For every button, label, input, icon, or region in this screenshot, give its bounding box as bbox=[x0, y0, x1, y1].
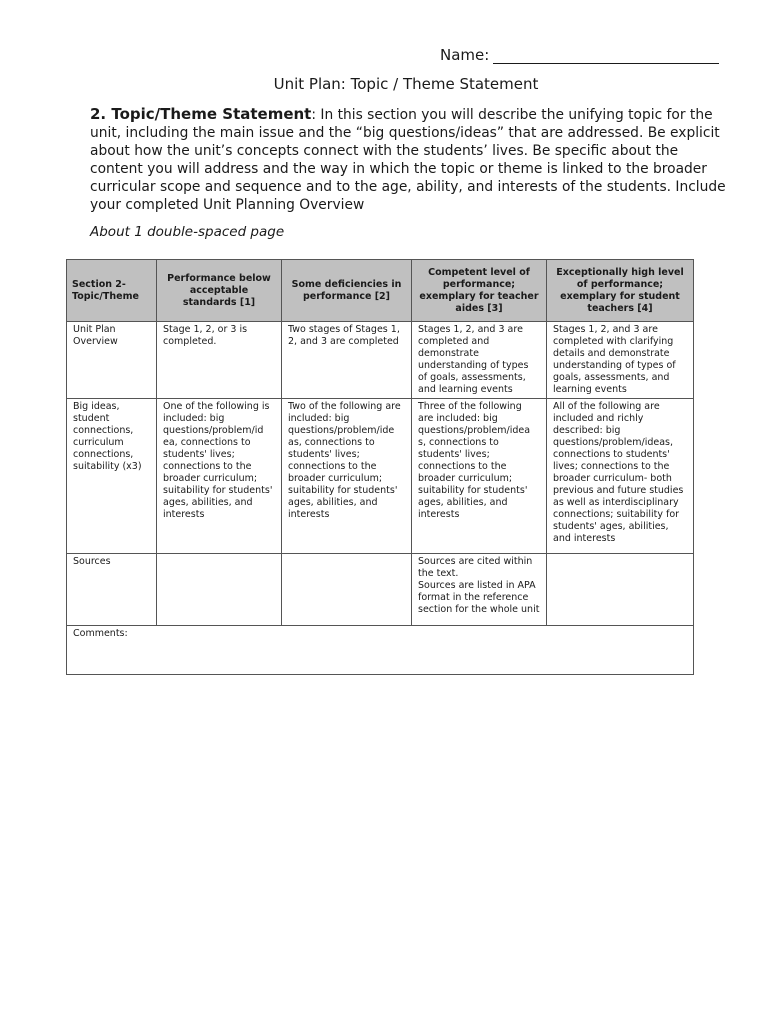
header-level-2: Some deficiencies in performance [2] bbox=[282, 260, 412, 322]
header-level-4: Exceptionally high level of performance; exemplary for student teachers [4] bbox=[547, 260, 694, 322]
level-cell: Sources are cited within the text. Sources are listed in APA format in the reference section for the whole unit bbox=[412, 554, 547, 626]
table-row bbox=[67, 322, 694, 399]
header-level-1: Performance below acceptable standards [1] bbox=[157, 260, 282, 322]
comments-cell[interactable]: Comments: bbox=[67, 626, 694, 675]
name-field bbox=[440, 46, 719, 64]
rubric-header-row bbox=[67, 260, 694, 322]
document-title: Unit Plan: Topic / Theme Statement bbox=[273, 75, 539, 93]
comments-row bbox=[67, 626, 694, 675]
level-cell: Three of the following are included: big questions/problem/idea s, connections to students' lives; connections to the broader curriculum; suitability for students' ages, abilities, and interests bbox=[412, 399, 547, 554]
table-row bbox=[67, 554, 694, 626]
intro-body: : In this section you will describe the unifying topic for the unit, including the main issue and the “big questions/ideas” that are addressed. Be explicit about how the unit’s concepts connect with the students’ lives. Be specific about the content you will address and the way in which the topic or theme is linked to the broader curricular scope and sequence and to the age, ability, and interests of the students. Include your completed Unit Planning Overview bbox=[90, 107, 726, 213]
level-cell bbox=[282, 554, 412, 626]
level-cell bbox=[157, 554, 282, 626]
criterion-cell: Unit Plan Overview bbox=[67, 322, 157, 399]
level-cell: Two of the following are included: big questions/problem/ide as, connections to students' lives; connections to the broader curriculum; suitability for students' ages, abilities, and interests bbox=[282, 399, 412, 554]
level-cell: Stages 1, 2, and 3 are completed with clarifying details and demonstrate understanding of types of goals, assessments, and learning events bbox=[547, 322, 694, 399]
criterion-cell: Big ideas, student connections, curriculum connections, suitability (x3) bbox=[67, 399, 157, 554]
intro-paragraph bbox=[90, 105, 730, 214]
level-cell: Two stages of Stages 1, 2, and 3 are completed bbox=[282, 322, 412, 399]
header-level-3: Competent level of performance; exemplary for teacher aides [3] bbox=[412, 260, 547, 322]
section-heading: 2. Topic/Theme Statement bbox=[90, 105, 312, 123]
level-cell: Stages 1, 2, and 3 are completed and demonstrate understanding of types of goals, assessments, and learning events bbox=[412, 322, 547, 399]
name-blank-line[interactable] bbox=[493, 49, 719, 64]
table-row bbox=[67, 399, 694, 554]
criterion-cell: Sources bbox=[67, 554, 157, 626]
name-label: Name: bbox=[440, 46, 490, 64]
header-section: Section 2- Topic/Theme bbox=[67, 260, 157, 322]
level-cell: All of the following are included and richly described: big questions/problem/ideas, connections to students' lives; connections to the broader curriculum- both previous and future studies as well as interdisciplinary connections; suitability for students' ages, abilities, and interests bbox=[547, 399, 694, 554]
level-cell: One of the following is included: big questions/problem/id ea, connections to students' lives; connections to the broader curriculum; suitability for students' ages, abilities, and interests bbox=[157, 399, 282, 554]
level-cell: Stage 1, 2, or 3 is completed. bbox=[157, 322, 282, 399]
level-cell bbox=[547, 554, 694, 626]
rubric-table bbox=[66, 259, 694, 675]
length-note: About 1 double-spaced page bbox=[90, 224, 285, 240]
